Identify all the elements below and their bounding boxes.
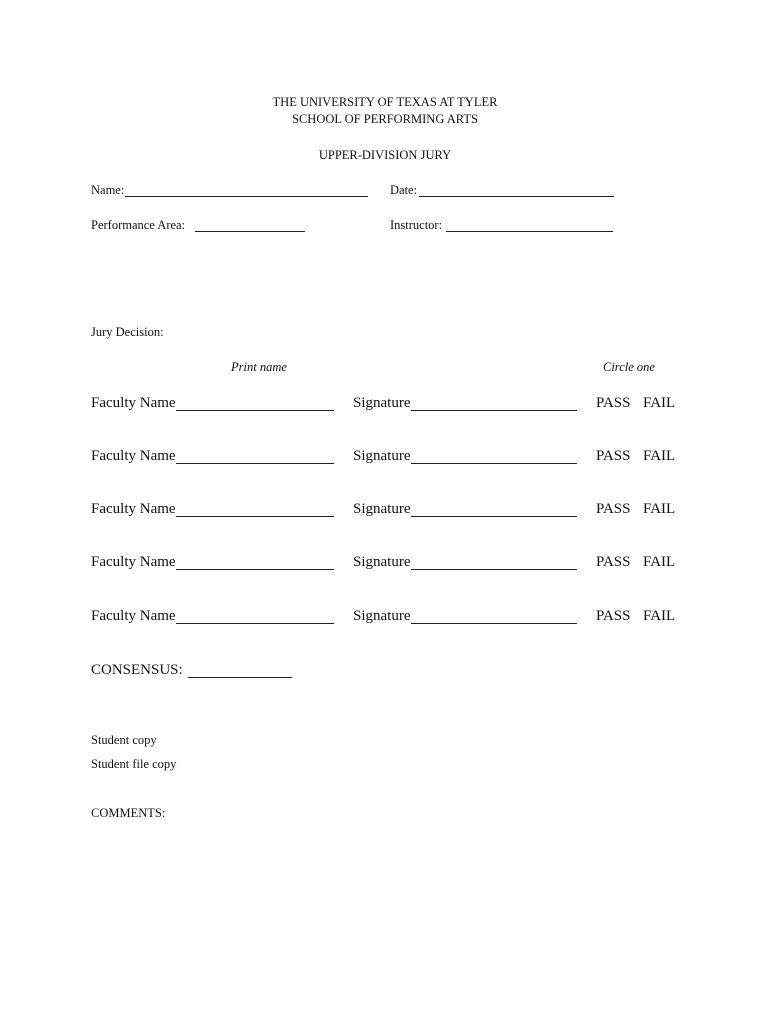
faculty-name-label: Faculty Name (91, 501, 176, 517)
pass-option[interactable]: PASS (596, 554, 631, 570)
faculty-name-label: Faculty Name (91, 395, 176, 411)
instructor-label: Instructor: (390, 218, 443, 232)
form-title: UPPER-DIVISION JURY (318, 148, 452, 162)
name-field[interactable] (125, 196, 368, 197)
school-title: SCHOOL OF PERFORMING ARTS (292, 112, 478, 126)
signature-label: Signature (353, 448, 411, 464)
signature-label: Signature (353, 395, 411, 411)
circle-one-caption: Circle one (603, 360, 655, 374)
faculty-name-label: Faculty Name (91, 554, 176, 570)
comments-label: COMMENTS: (91, 806, 166, 820)
fail-option[interactable]: FAIL (643, 554, 676, 570)
name-label: Name: (91, 183, 125, 197)
date-label: Date: (390, 183, 418, 197)
fail-option[interactable]: FAIL (643, 501, 676, 517)
pass-option[interactable]: PASS (596, 608, 631, 624)
faculty-name-field[interactable] (176, 569, 334, 570)
fail-option[interactable]: FAIL (643, 608, 676, 624)
print-name-caption: Print name (231, 360, 287, 374)
pass-option[interactable]: PASS (596, 501, 631, 517)
signature-field[interactable] (411, 463, 577, 464)
fail-option[interactable]: FAIL (643, 395, 676, 411)
instructor-field[interactable] (446, 231, 613, 232)
university-title: THE UNIVERSITY OF TEXAS AT TYLER (272, 95, 498, 109)
signature-label: Signature (353, 608, 411, 624)
date-field[interactable] (419, 196, 614, 197)
signature-field[interactable] (411, 569, 577, 570)
signature-field[interactable] (411, 410, 577, 411)
student-file-copy-label: Student file copy (91, 757, 177, 771)
faculty-name-label: Faculty Name (91, 448, 176, 464)
faculty-name-label: Faculty Name (91, 608, 176, 624)
fail-option[interactable]: FAIL (643, 448, 676, 464)
signature-field[interactable] (411, 623, 577, 624)
pass-option[interactable]: PASS (596, 448, 631, 464)
student-copy-label: Student copy (91, 733, 157, 747)
performance-area-label: Performance Area: (91, 218, 186, 232)
faculty-name-field[interactable] (176, 410, 334, 411)
consensus-label: CONSENSUS: (91, 662, 183, 678)
pass-option[interactable]: PASS (596, 395, 631, 411)
signature-field[interactable] (411, 516, 577, 517)
performance-area-field[interactable] (195, 231, 305, 232)
signature-label: Signature (353, 501, 411, 517)
faculty-name-field[interactable] (176, 463, 334, 464)
jury-decision-label: Jury Decision: (91, 325, 164, 339)
consensus-field[interactable] (188, 677, 292, 678)
faculty-name-field[interactable] (176, 516, 334, 517)
signature-label: Signature (353, 554, 411, 570)
faculty-name-field[interactable] (176, 623, 334, 624)
